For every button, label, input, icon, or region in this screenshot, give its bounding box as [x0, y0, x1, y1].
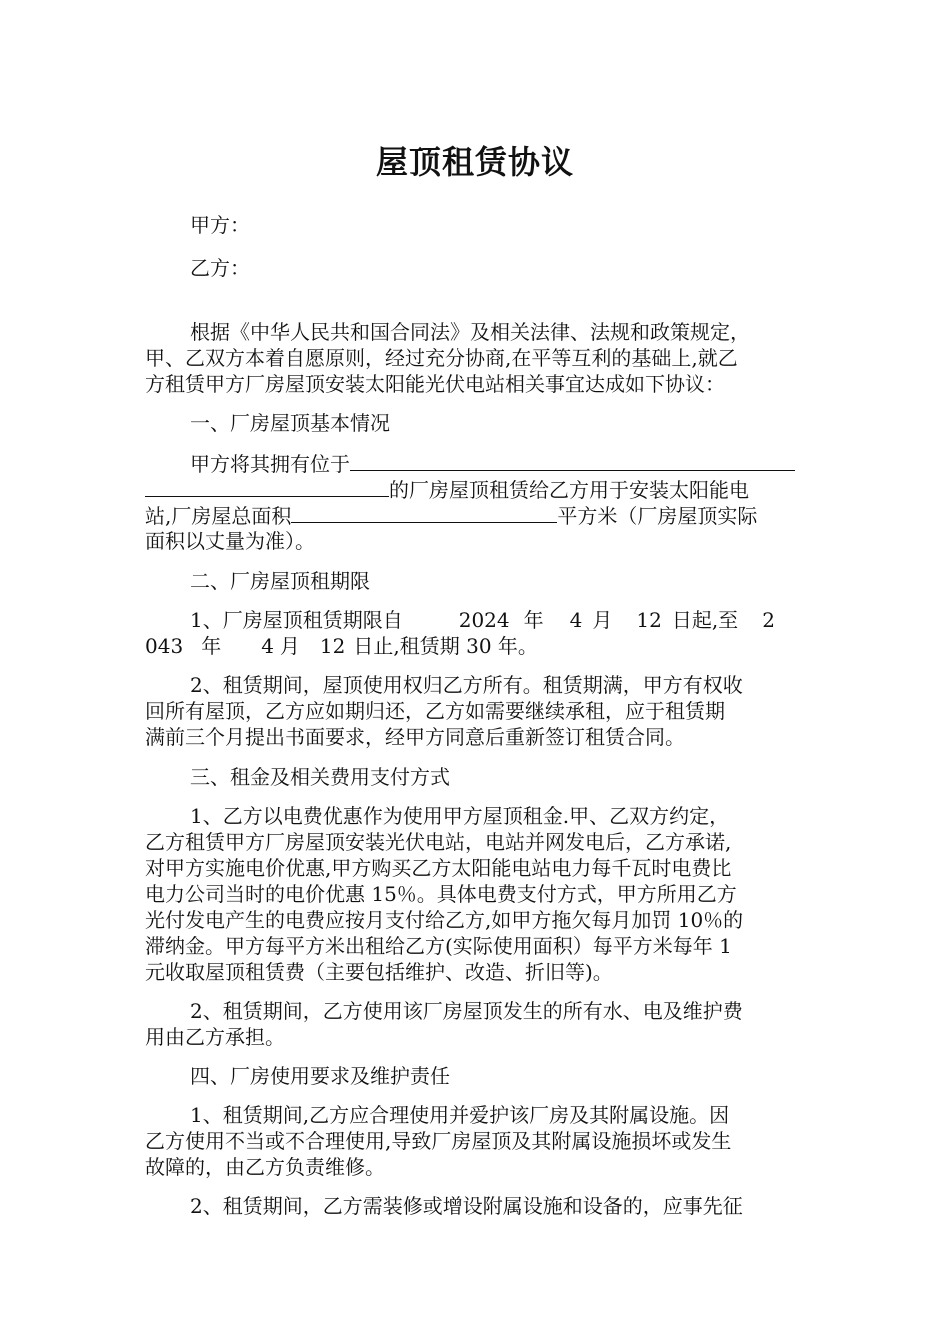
section2-clause1-line-1 [145, 607, 815, 633]
document-title: 屋顶租赁协议 [375, 143, 574, 181]
section3-clause1-line-4: 电力公司当时的电价优惠 15％。具体电费支付方式，甲方所用乙方 [145, 882, 737, 906]
preamble-line-3: 方租赁甲方厂房屋顶安装太阳能光伏电站相关事宜达成如下协议： [145, 372, 725, 396]
section4-clause1-line-3: 故障的，由乙方负责维修。 [145, 1155, 385, 1179]
year-label: 年 [523, 608, 544, 632]
section1-area-label: 站,厂房屋总面积 [145, 504, 292, 528]
section3-clause2-line-2: 用由乙方承担。 [145, 1025, 285, 1049]
preamble-line-2: 甲、乙双方本着自愿原则，经过充分协商,在平等互利的基础上,就乙 [145, 346, 738, 370]
section1-line-2 [145, 476, 815, 503]
month-label: 月 [592, 608, 613, 632]
section1-area-unit: 平方米（厂房屋顶实际 [557, 504, 758, 528]
section2-heading: 二、厂房屋顶租期限 [190, 569, 370, 593]
section1-heading: 一、厂房屋顶基本情况 [190, 411, 390, 435]
end-month: 4 [261, 634, 274, 658]
section3-clause1-line-6: 滞纳金。甲方每平方米出租给乙方(实际使用面积）每平方米每年 1 [145, 934, 732, 958]
section1-line-1 [145, 450, 815, 477]
month-label: 月 [279, 634, 300, 658]
section2-clause2-line-3: 满前三个月提出书面要求，经甲方同意后重新签订租赁合同。 [145, 725, 685, 749]
section1-lease-purpose: 的厂房屋顶租赁给乙方用于安装太阳能电 [389, 478, 749, 502]
section3-clause1-line-3: 对甲方实施电价优惠,甲方购买乙方太阳能电站电力每千瓦时电费比 [145, 856, 732, 880]
section2-clause2-line-2: 回所有屋顶，乙方应如期归还，乙方如需要继续承租，应于租赁期 [145, 699, 725, 723]
end-year-remaining-digits: 043 [145, 634, 184, 658]
start-day: 12 [636, 608, 662, 632]
area-blank [291, 502, 557, 523]
end-day: 12 [319, 634, 346, 658]
section3-heading: 三、租金及相关费用支付方式 [190, 765, 450, 789]
section3-clause1-line-5: 光付发电产生的电费应按月支付给乙方,如甲方拖欠每月加罚 10％的 [145, 908, 744, 932]
section4-clause1-line-2: 乙方使用不当或不合理使用,导致厂房屋顶及其附属设施损坏或发生 [145, 1129, 732, 1153]
preamble-line-1: 根据《中华人民共和国合同法》及相关法律、法规和政策规定， [190, 320, 750, 344]
location-blank-continued [145, 476, 389, 497]
section3-clause1-line-1: 1、乙方以电费优惠作为使用甲方屋顶租金.甲、乙双方约定， [190, 804, 730, 828]
section4-clause1-line-1: 1、租赁期间,乙方应合理使用并爱护该厂房及其附属设施。因 [190, 1103, 730, 1127]
section2-clause2-line-1: 2、租赁期间，屋顶使用权归乙方所有。租赁期满，甲方有权收 [190, 673, 743, 697]
location-blank [350, 450, 795, 471]
day-start-label: 日起,至 [671, 608, 739, 632]
party-a-label: 甲方： [190, 213, 250, 237]
section4-clause2-line-1: 2、租赁期间，乙方需装修或增设附属设施和设备的，应事先征 [190, 1194, 743, 1218]
party-b-label: 乙方： [190, 256, 250, 280]
year-label: 年 [201, 634, 222, 658]
section1-line-4: 面积以丈量为准）。 [145, 529, 315, 553]
section1-line-3 [145, 502, 815, 529]
end-year-first-digit: 2 [762, 608, 775, 632]
lease-term-tail: 日止,租赁期 30 年。 [353, 634, 538, 658]
start-year: 2024 [458, 608, 510, 632]
section1-location-label: 甲方将其拥有位于 [190, 452, 350, 476]
start-month: 4 [569, 608, 583, 632]
section4-heading: 四、厂房使用要求及维护责任 [190, 1064, 450, 1088]
section3-clause2-line-1: 2、租赁期间，乙方使用该厂房屋顶发生的所有水、电及维护费 [190, 999, 743, 1023]
section3-clause1-line-7: 元收取屋顶租赁费（主要包括维护、改造、折旧等)。 [145, 960, 613, 984]
section3-clause1-line-2: 乙方租赁甲方厂房屋顶安装光伏电站，电站并网发电后，乙方承诺, [145, 830, 732, 854]
lease-term-prefix: 1、厂房屋顶租赁期限自 [190, 608, 403, 632]
section2-clause1-line-2 [145, 633, 815, 659]
